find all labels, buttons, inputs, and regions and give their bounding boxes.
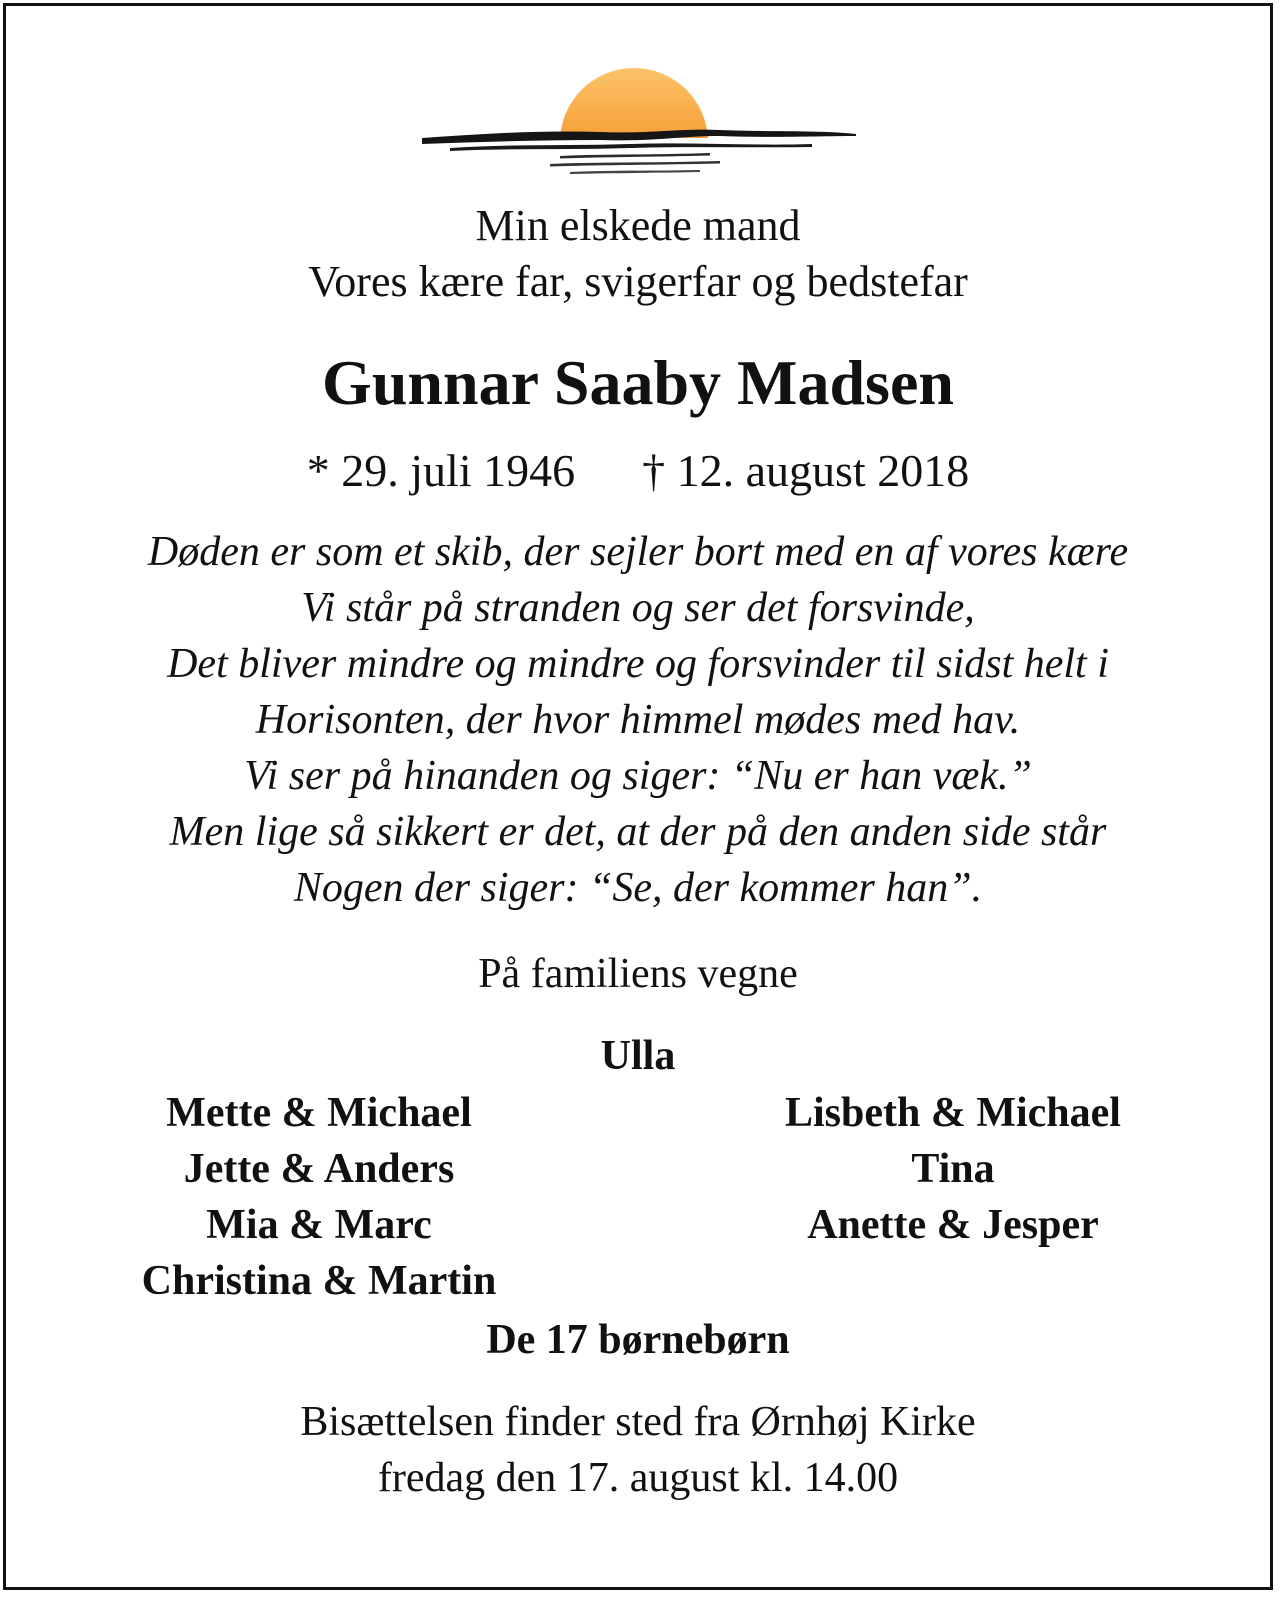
poem-line: Men lige så sikkert er det, at der på den anden side står (169, 809, 1107, 855)
spouse-name: Ulla (600, 1033, 676, 1079)
grandchildren: De 17 børnebørn (486, 1317, 790, 1363)
life-dates (6, 444, 1270, 497)
born-symbol: * (306, 445, 330, 496)
poem-line: Døden er som et skib, der sejler bort med en af vores kære (147, 529, 1129, 575)
family-name-left: Mette & Michael (166, 1090, 472, 1136)
family-name-right: Anette & Jesper (807, 1202, 1099, 1248)
family-name-right: Tina (911, 1146, 995, 1192)
family-name-left: Christina & Martin (141, 1258, 497, 1304)
family-name-right: Lisbeth & Michael (785, 1090, 1121, 1136)
cross-icon: † (642, 445, 666, 496)
poem-line: Nogen der siger: “Se, der kommer han”. (293, 865, 983, 911)
poem-line: Vi står på stranden og ser det forsvinde, (301, 585, 975, 631)
ceremony-line-1: Bisættelsen finder sted fra Ørnhøj Kirke (300, 1399, 976, 1445)
family-name-left: Jette & Anders (183, 1146, 455, 1192)
intro-line-2: Vores kære far, svigerfar og bedstefar (308, 257, 968, 306)
family-name-left: Mia & Marc (206, 1202, 432, 1248)
poem-line: Det bliver mindre og mindre og forsvinder til sidst helt i (167, 641, 1109, 687)
poem-line: Vi ser på hinanden og siger: “Nu er han væk.” (244, 753, 1032, 799)
sunset-over-water-icon (420, 64, 870, 182)
deceased-name: Gunnar Saaby Madsen (322, 347, 954, 418)
family-heading: På familiens vegne (478, 951, 798, 997)
born-date: 29. juli 1946 (341, 445, 576, 496)
intro-line-1: Min elskede mand (475, 201, 801, 250)
obituary-notice (3, 3, 1273, 1590)
poem-line: Horisonten, der hvor himmel mødes med hav. (255, 697, 1021, 743)
ceremony-line-2: fredag den 17. august kl. 14.00 (377, 1455, 899, 1501)
died-date: 12. august 2018 (676, 445, 970, 496)
